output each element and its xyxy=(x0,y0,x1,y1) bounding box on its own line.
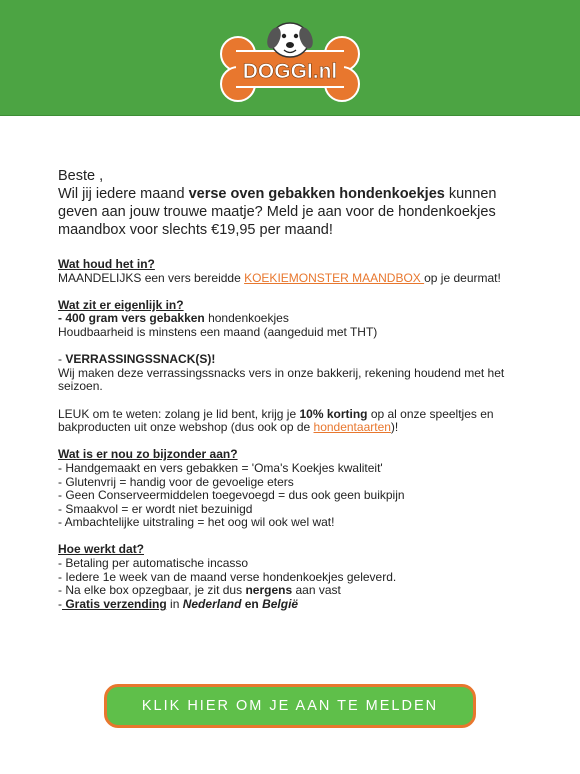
logo-text: DOGGI.nl xyxy=(242,60,338,83)
contents-item-3-desc: Wij maken deze verrassingssnacks vers in onze bakkerij, rekening houdend met het seizoen. xyxy=(58,365,505,394)
salutation: Beste , xyxy=(58,168,104,184)
section-heading-special: Wat is er nou zo bijzonder aan? xyxy=(58,447,238,462)
special-item: - Geen Conserveermiddelen toegevoegd = dus ook geen buikpijn xyxy=(58,488,405,503)
special-item: - Smaakvol = er wordt niet bezuinigd xyxy=(58,501,253,516)
section-heading-how: Hoe werkt dat? xyxy=(58,542,145,557)
email-header xyxy=(0,0,580,116)
contents-item-1: - 400 gram vers gebakken hondenkoekjes xyxy=(58,311,289,326)
body-content xyxy=(58,258,528,611)
section-heading-contents: Wat zit er eigenlijk in? xyxy=(58,297,184,312)
how-item-3: - Na elke box opzegbaar, je zit dus nergens aan vast xyxy=(58,583,341,598)
contents-item-2: Houdbaarheid is minstens een maand (aangeduid met THT) xyxy=(58,324,378,339)
how-item-1: - Betaling per automatische incasso xyxy=(58,556,249,571)
section-heading-what: Wat houd het in? xyxy=(58,257,155,271)
section-text-what: MAANDELIJKS een vers bereidde KOEKIEMONSTER MAANDBOX op je deurmat! xyxy=(58,270,501,285)
signup-button[interactable] xyxy=(104,684,476,728)
contents-item-3: - VERRASSINGSSNACK(S)! xyxy=(58,352,216,367)
intro-text xyxy=(58,167,528,239)
special-item: - Ambachtelijke uitstraling = het oog wil ook wel wat! xyxy=(58,515,335,530)
intro-paragraph: Wil jij iedere maand verse oven gebakken hondenkoekjes kunnen geven aan jouw trouwe maatje? Meld je aan voor de hondenkoekjes maandbox voor slechts €19,95 per maand! xyxy=(58,186,497,238)
koekiemonster-link[interactable]: KOEKIEMONSTER MAANDBOX xyxy=(244,270,425,285)
special-item: - Handgemaakt en vers gebakken = 'Oma's Koekjes kwaliteit' xyxy=(58,460,383,475)
signup-button-label: KLIK HIER OM JE AAN TE MELDEN xyxy=(141,698,439,714)
how-item-4: - Gratis verzending in Nederland en België xyxy=(58,596,299,611)
hondentaarten-link[interactable]: hondentaarten xyxy=(313,420,391,435)
special-item: - Glutenvrij = handig voor de gevoelige eters xyxy=(58,474,294,489)
how-item-2: - Iedere 1e week van de maand verse hondenkoekjes geleverd. xyxy=(58,569,397,584)
discount-note: LEUK om te weten: zolang je lid bent, krijg je 10% korting op al onze speeltjes en bakproducten uit onze webshop (dus ook op de hondentaarten)! xyxy=(58,406,494,435)
doggi-logo[interactable] xyxy=(218,18,362,108)
